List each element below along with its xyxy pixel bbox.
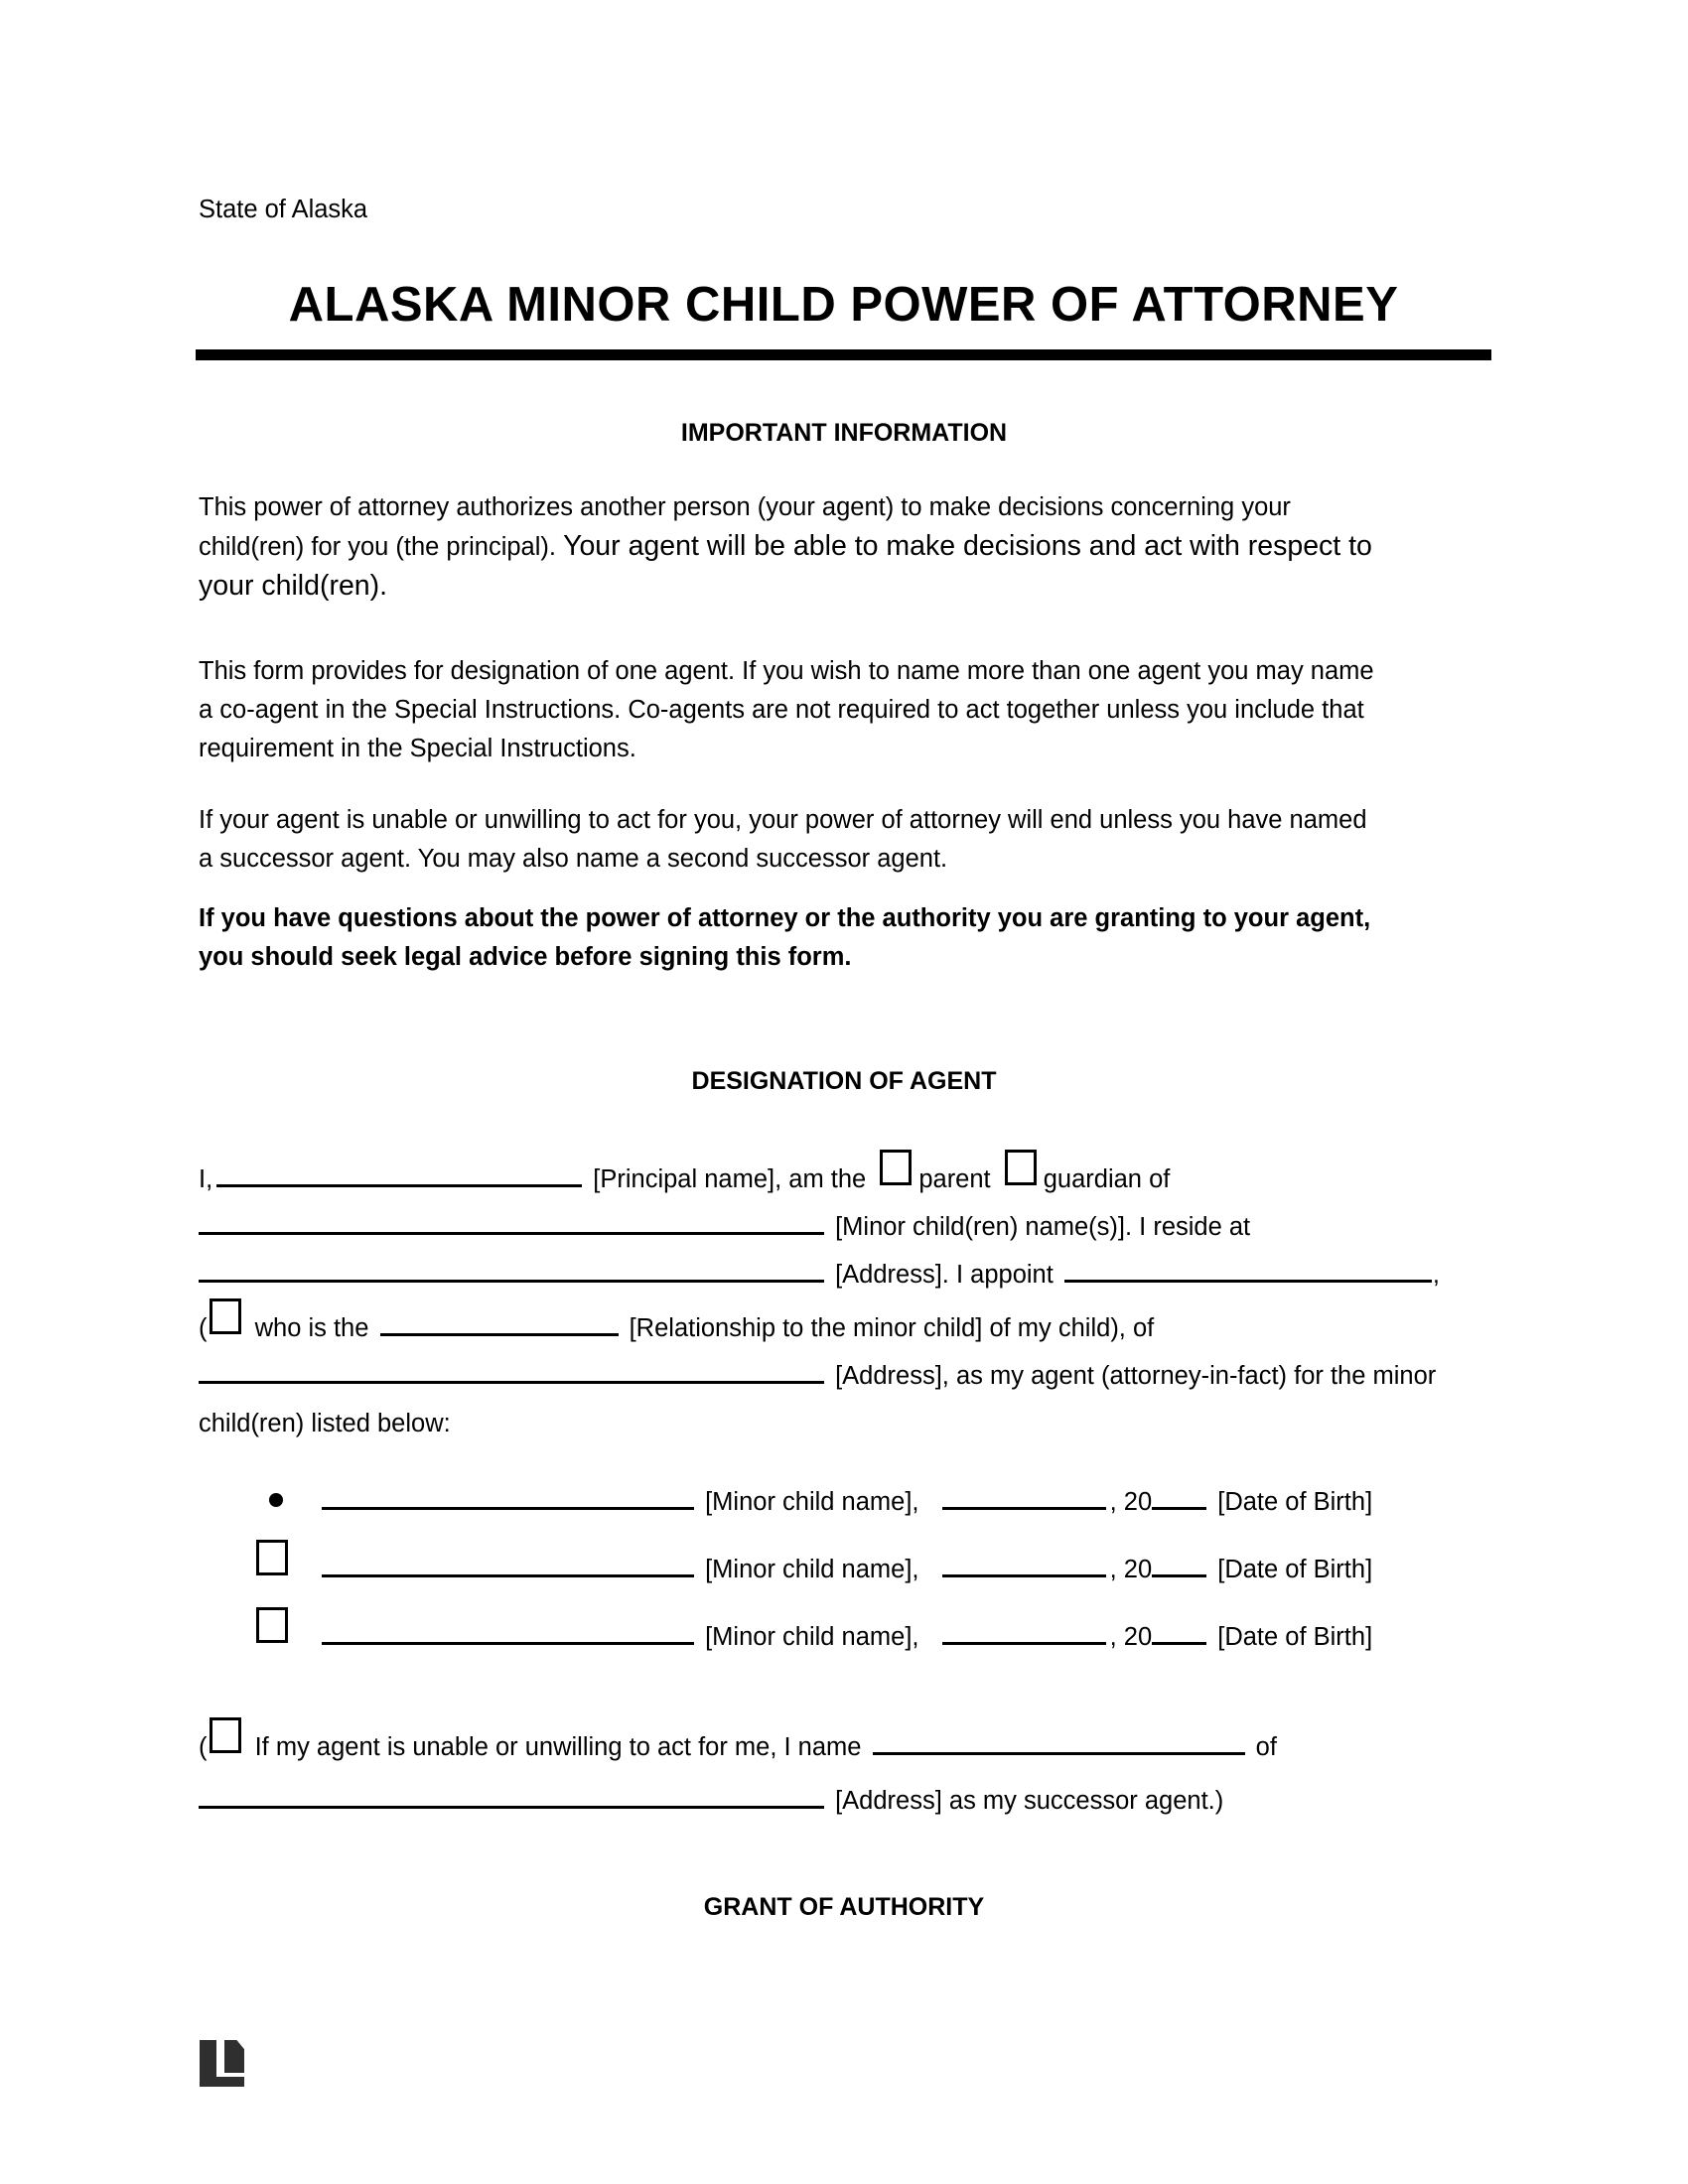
form-line-principal: [199, 1150, 1489, 1203]
form-text: [Address], as my agent (attorney-in-fact) for the minor: [835, 1362, 1437, 1390]
page-title: ALASKA MINOR CHILD POWER OF ATTORNEY: [196, 276, 1491, 360]
guardian-checkbox[interactable]: [1005, 1150, 1037, 1185]
successor-agent-name-field[interactable]: [873, 1726, 1245, 1755]
relationship-checkbox[interactable]: [210, 1298, 241, 1334]
form-text: [Date of Birth]: [1217, 1488, 1373, 1516]
form-text: [Minor child name],: [705, 1488, 919, 1516]
minor-child-birth-date-field-2[interactable]: [942, 1549, 1106, 1577]
paragraph-important-3: [199, 801, 1489, 879]
form-text: parent: [918, 1165, 991, 1193]
legaltemplates-logo-icon: [200, 2040, 244, 2087]
parent-checkbox[interactable]: [880, 1150, 912, 1185]
form-text: [Address] as my successor agent.): [835, 1787, 1224, 1815]
form-text: [Principal name], am the: [593, 1165, 867, 1193]
minor-child-row: [199, 1481, 1489, 1522]
marker-cell: [256, 1482, 318, 1522]
section-heading-grant-of-authority: GRANT OF AUTHORITY: [703, 1893, 985, 1921]
form-line-agent-address: [199, 1352, 1489, 1400]
logo-bottom-bar: [200, 2077, 244, 2087]
form-line-successor-address: [199, 1774, 1489, 1828]
form-text: (: [199, 1314, 208, 1342]
form-line-address-appoint: [199, 1251, 1489, 1298]
paragraph-text: child(ren) for you (the principal).: [199, 533, 564, 561]
form-text: [Minor child name],: [705, 1623, 919, 1651]
minor-child-birth-year-field-3[interactable]: [1152, 1616, 1206, 1645]
form-text: [Minor child name],: [705, 1556, 919, 1583]
form-text: [Minor child(ren) name(s)]. I reside at: [835, 1213, 1251, 1241]
minor-children-list: [199, 1481, 1489, 1675]
paragraph-line: you should seek legal advice before signing this form.: [199, 943, 852, 971]
paragraph-important-1: [199, 488, 1489, 606]
minor-child-checkbox-2[interactable]: [256, 1540, 288, 1575]
minor-child-row: [199, 1607, 1489, 1657]
minor-child-birth-date-field-1[interactable]: [942, 1481, 1106, 1510]
bullet-icon: [269, 1493, 283, 1507]
minor-child-row: [199, 1540, 1489, 1589]
state-line: State of Alaska: [199, 196, 368, 223]
form-text: who is the: [254, 1314, 369, 1342]
form-text: , 20: [1109, 1623, 1153, 1651]
section-heading-important-information: IMPORTANT INFORMATION: [680, 419, 1008, 447]
minor-child-birth-date-field-3[interactable]: [942, 1616, 1106, 1645]
form-text: of: [1255, 1733, 1277, 1761]
minor-child-name-field-3[interactable]: [322, 1616, 694, 1645]
minor-child-birth-year-field-1[interactable]: [1152, 1481, 1206, 1510]
marker-cell: [256, 1607, 318, 1657]
agent-name-field[interactable]: [1064, 1254, 1432, 1283]
minor-child-name-field-2[interactable]: [322, 1549, 694, 1577]
minor-children-names-field[interactable]: [199, 1206, 824, 1235]
agent-address-field[interactable]: [199, 1355, 824, 1384]
minor-child-checkbox-3[interactable]: [256, 1607, 288, 1643]
form-text: If my agent is unable or unwilling to act for me, I name: [254, 1733, 862, 1761]
form-text: child(ren) listed below:: [199, 1410, 451, 1437]
form-text: [Address]. I appoint: [835, 1261, 1054, 1289]
paragraph-line: If you have questions about the power of attorney or the authority you are granting to your agent,: [199, 904, 1371, 932]
paragraph-line: This form provides for designation of one agent. If you wish to name more than one agent you may name: [199, 657, 1374, 685]
form-line-relationship: [199, 1298, 1489, 1352]
paragraph-line: This power of attorney authorizes another person (your agent) to make decisions concerning your: [199, 493, 1291, 521]
principal-name-field[interactable]: [216, 1159, 582, 1187]
form-line-minor-names: [199, 1203, 1489, 1251]
form-text: , 20: [1109, 1488, 1153, 1516]
paragraph-line: your child(ren).: [199, 570, 388, 602]
paragraph-line: a successor agent. You may also name a second successor agent.: [199, 845, 948, 873]
form-text: (: [199, 1733, 208, 1761]
paragraph-line: a co-agent in the Special Instructions. Co-agents are not required to act together unless you include that: [199, 696, 1364, 724]
marker-cell: [256, 1540, 318, 1589]
successor-agent-address-field[interactable]: [199, 1780, 824, 1809]
section-heading-designation-of-agent: DESIGNATION OF AGENT: [691, 1067, 997, 1095]
form-text: ,: [1432, 1261, 1440, 1289]
principal-address-field[interactable]: [199, 1254, 824, 1283]
form-text: [Date of Birth]: [1217, 1556, 1373, 1583]
relationship-field[interactable]: [380, 1307, 619, 1336]
minor-child-birth-year-field-2[interactable]: [1152, 1549, 1206, 1577]
successor-agent-section: [199, 1717, 1489, 1828]
paragraph-important-2: [199, 652, 1489, 768]
paragraph-important-legal-advice: [199, 899, 1489, 977]
paragraph-text: Your agent will be able to make decisions and act with respect to: [563, 530, 1372, 562]
form-text: I,: [199, 1165, 213, 1193]
form-text: guardian of: [1043, 1165, 1171, 1193]
minor-child-name-field-1[interactable]: [322, 1481, 694, 1510]
form-line-children-listed: [199, 1400, 1489, 1447]
form-text: , 20: [1109, 1556, 1153, 1583]
form-text: [Relationship to the minor child] of my child), of: [629, 1314, 1155, 1342]
logo-document-shape: [224, 2040, 244, 2073]
paragraph-line: [199, 527, 1489, 567]
paragraph-line: If your agent is unable or unwilling to act for you, your power of attorney will end unless you have named: [199, 806, 1367, 834]
successor-agent-checkbox[interactable]: [210, 1717, 241, 1753]
paragraph-line: requirement in the Special Instructions.: [199, 735, 636, 762]
designation-form: [199, 1150, 1489, 1447]
form-text: [Date of Birth]: [1217, 1623, 1373, 1651]
form-line-successor: [199, 1717, 1489, 1774]
